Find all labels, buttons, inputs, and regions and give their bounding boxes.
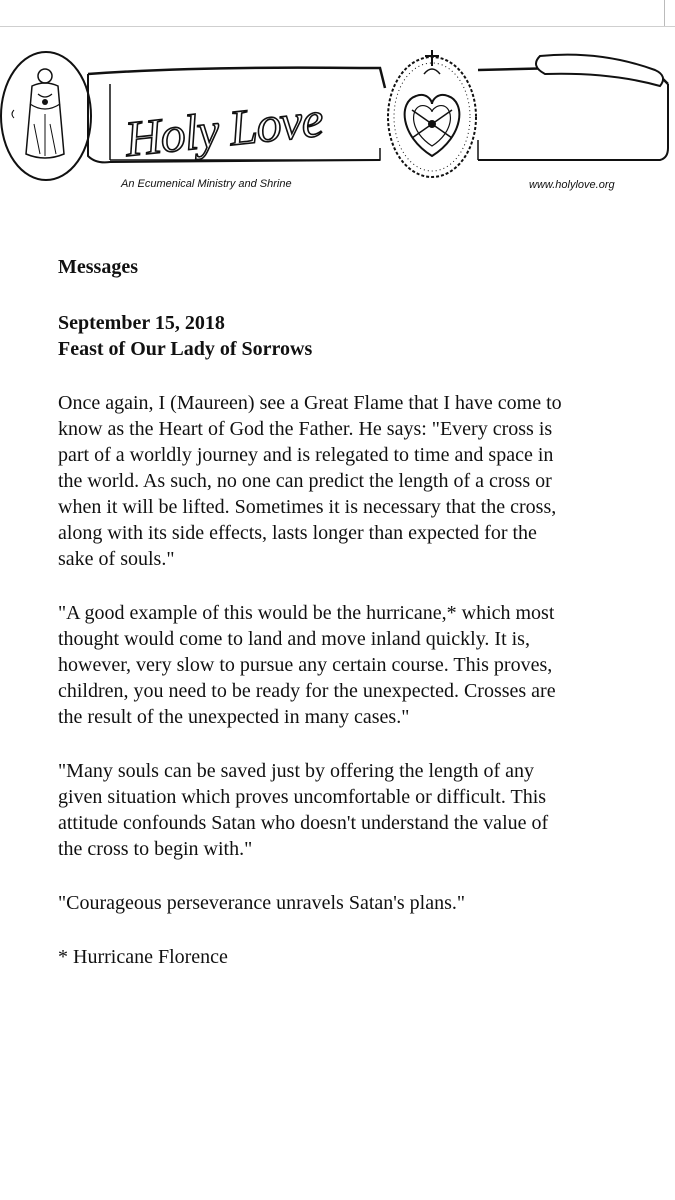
text-line: the world. As such, no one can predict the length of a cross or: [58, 470, 552, 492]
text-line: children, you need to be ready for the unexpected. Crosses are: [58, 680, 556, 702]
message-paragraph: [58, 600, 643, 730]
feast-title: Feast of Our Lady of Sorrows: [58, 338, 313, 360]
text-line: "Courageous perseverance unravels Satan's plans.": [58, 892, 466, 914]
message-content: [58, 254, 643, 970]
holy-love-banner: [0, 44, 675, 204]
text-line: Once again, I (Maureen) see a Great Flame that I have come to: [58, 392, 562, 414]
text-line: part of a worldly journey and is relegated to time and space in: [58, 444, 554, 466]
text-line: given situation which proves uncomfortable or difficult. This: [58, 786, 547, 808]
top-bar: [0, 0, 675, 27]
text-line: "Many souls can be saved just by offering the length of any: [58, 760, 535, 782]
section-heading: Messages: [58, 256, 138, 278]
text-line: thought would come to land and move inland quickly. It is,: [58, 628, 530, 650]
message-paragraph: [58, 390, 643, 572]
message-paragraph: [58, 890, 643, 916]
text-line: the cross to begin with.": [58, 838, 253, 860]
united-hearts-icon: [388, 50, 476, 177]
message-date: September 15, 2018: [58, 312, 225, 334]
text-line: know as the Heart of God the Father. He says: "Every cross is: [58, 418, 553, 440]
text-line: attitude confounds Satan who doesn't understand the value of: [58, 812, 549, 834]
footnote: [58, 944, 643, 970]
text-line: sake of souls.": [58, 548, 175, 570]
text-line: however, very slow to pursue any certain course. This proves,: [58, 654, 553, 676]
our-lady-figure-icon: [1, 52, 91, 180]
text-line: "A good example of this would be the hurricane,* which most: [58, 602, 555, 624]
text-line: when it will be lifted. Sometimes it is necessary that the cross,: [58, 496, 557, 518]
text-line: along with its side effects, lasts longer than expected for the: [58, 522, 537, 544]
tagline: An Ecumenical Ministry and Shrine: [121, 178, 292, 190]
message-header: [58, 310, 643, 362]
text-line: the result of the unexpected in many cases.": [58, 706, 410, 728]
website-link[interactable]: www.holylove.org: [529, 179, 615, 191]
brand-title: Holy Love: [122, 90, 326, 167]
text-line: * Hurricane Florence: [58, 946, 228, 968]
message-paragraph: [58, 758, 643, 862]
